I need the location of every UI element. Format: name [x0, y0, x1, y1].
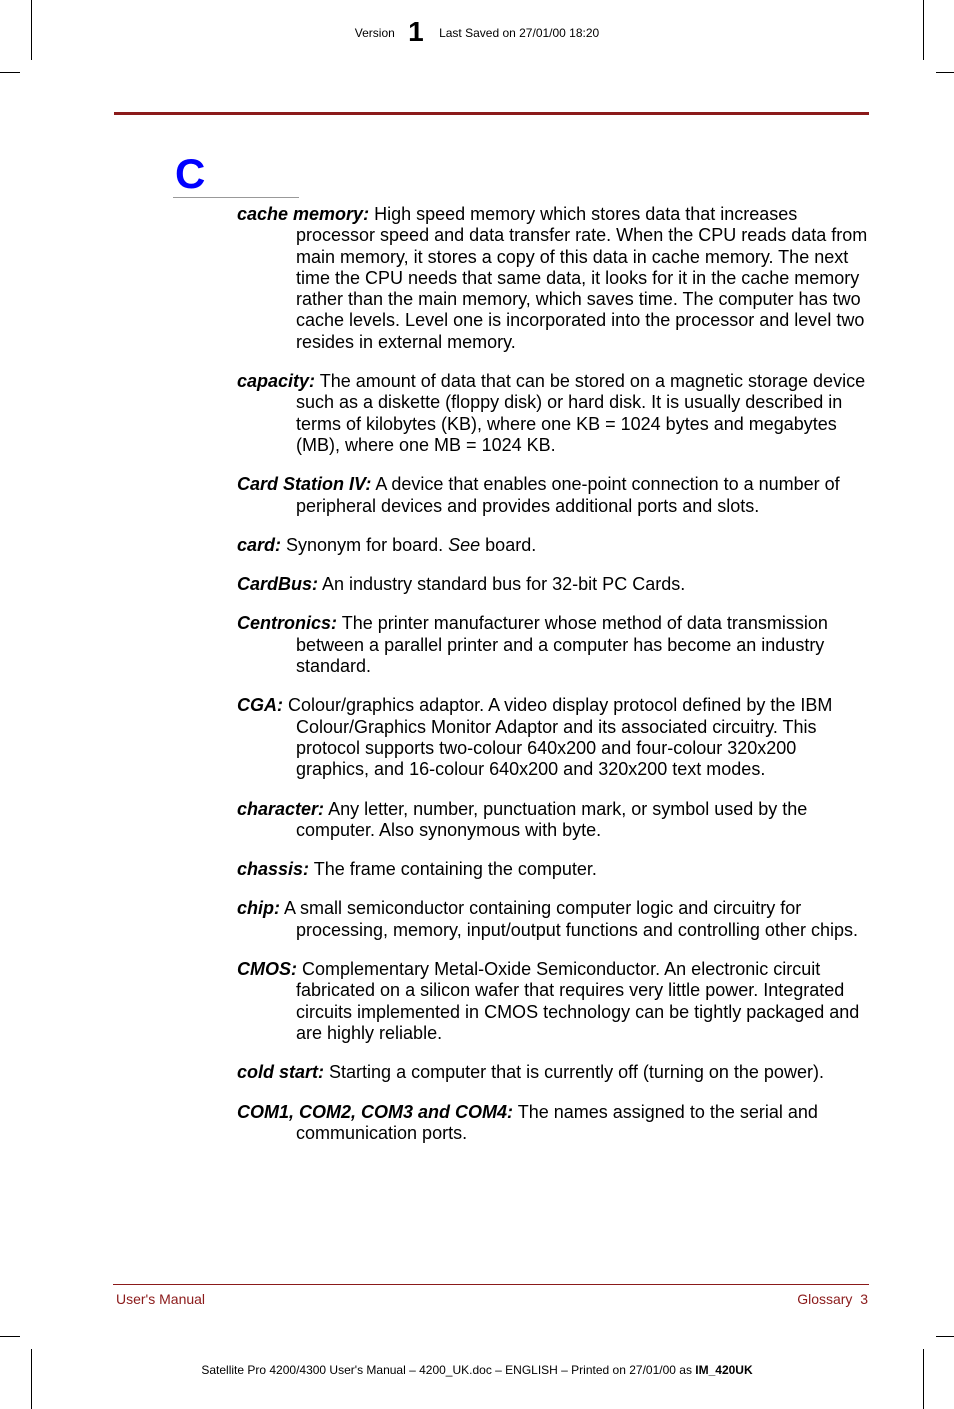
- glossary-entry: [237, 535, 869, 556]
- glossary-entry: [237, 695, 869, 780]
- glossary-entry: [237, 799, 869, 842]
- crop-mark-bottom-left-vertical: [31, 1349, 32, 1409]
- glossary-entry: [237, 898, 869, 941]
- glossary-term: card:: [237, 534, 282, 555]
- last-saved: Last Saved on 27/01/00 18:20: [439, 26, 600, 40]
- glossary-definition: Colour/graphics adaptor. A video display protocol defined by the IBM Colour/Graphics Monitor Adaptor and its associated circuitry. This protocol supports two-colour 640x200 and four-colour 320x200 graphics, and 16-colour 640x200 and 320x200 text modes.: [288, 695, 833, 780]
- crop-mark-bottom-left-horizontal: [0, 1336, 20, 1337]
- version-label: Version: [354, 26, 395, 40]
- glossary-term: capacity:: [237, 371, 316, 392]
- glossary-term: CMOS:: [237, 959, 297, 980]
- glossary-term: cache memory:: [237, 204, 370, 224]
- glossary-definition: Starting a computer that is currently off (turning on the power).: [329, 1062, 824, 1083]
- glossary-list: [237, 204, 869, 1150]
- glossary-definition: Complementary Metal-Oxide Semiconductor. An electronic circuit fabricated on a silicon wafer that requires very little power. Integrated circuits implemented in CMOS technology can be tightly packaged and are highly reliable.: [296, 959, 860, 1043]
- footer-manual-title: User's Manual: [116, 1291, 206, 1307]
- glossary-definition: High speed memory which stores data that increases processor speed and data transfer rate. When the CPU reads data from main memory, it stores a copy of this data in cache memory. The next time the CPU needs that same data, it looks for it in the cache memory rather than the main memory, which saves time. The computer has two cache levels. Level one is incorporated into the processor and level two resides in external memory.: [296, 204, 868, 352]
- section-underline: [173, 197, 299, 198]
- glossary-term: chip:: [237, 898, 280, 919]
- glossary-definition: A small semiconductor containing computer logic and circuitry for processing, memory, input/output functions and controlling other chips.: [284, 898, 858, 940]
- footer-page-number: Glossary 3: [797, 1291, 868, 1307]
- glossary-definition: A device that enables one-point connection to a number of peripheral devices and provides additional ports and slots.: [296, 474, 840, 516]
- glossary-entry: [237, 1102, 869, 1145]
- glossary-definition: Any letter, number, punctuation mark, or symbol used by the computer. Also synonymous with byte.: [296, 798, 808, 840]
- glossary-entry: [237, 613, 869, 677]
- glossary-term: chassis:: [237, 859, 310, 880]
- version-number: 1: [408, 16, 424, 47]
- glossary-entry: [237, 371, 869, 456]
- crop-mark-bottom-right-horizontal: [936, 1336, 954, 1337]
- glossary-definition: An industry standard bus for 32-bit PC Cards.: [322, 574, 686, 595]
- glossary-term: CardBus:: [237, 574, 319, 595]
- glossary-term: Card Station IV:: [237, 474, 372, 495]
- crop-mark-top-left-horizontal: [0, 72, 20, 73]
- glossary-definition: The amount of data that can be stored on a magnetic storage device such as a diskette (floppy disk) or hard disk. It is usually described in terms of kilobytes (KB), where one KB = 1024 bytes and megabytes (MB), where one MB = 1024 KB.: [296, 371, 866, 455]
- crop-mark-bottom-right-vertical: [923, 1349, 924, 1409]
- glossary-definition: Synonym for board.: [286, 534, 444, 555]
- glossary-definition: The printer manufacturer whose method of data transmission between a parallel printer and a computer has become an industry standard.: [296, 613, 828, 677]
- print-info-text: Satellite Pro 4200/4300 User's Manual – 4200_UK.doc – ENGLISH – Printed on 27/01/00 as: [201, 1363, 692, 1377]
- glossary-entry: [237, 574, 869, 595]
- see-reference-target: board.: [485, 534, 537, 555]
- top-rule: [114, 112, 869, 115]
- glossary-definition: The frame containing the computer.: [313, 859, 597, 880]
- glossary-term: COM1, COM2, COM3 and COM4:: [237, 1101, 514, 1122]
- print-code: IM_420UK: [695, 1363, 753, 1377]
- glossary-entry: [237, 204, 869, 353]
- glossary-definition: The names assigned to the serial and communication ports.: [296, 1101, 818, 1143]
- glossary-entry: [237, 859, 869, 880]
- crop-mark-top-right-horizontal: [936, 72, 954, 73]
- glossary-term: Centronics:: [237, 613, 338, 634]
- see-reference-label: See: [448, 534, 481, 555]
- glossary-term: CGA:: [237, 695, 283, 716]
- section-letter: C: [175, 150, 206, 197]
- glossary-term: cold start:: [237, 1062, 325, 1083]
- document-version-header: [0, 18, 954, 47]
- bottom-rule: [113, 1284, 869, 1285]
- glossary-entry: [237, 474, 869, 517]
- glossary-term: character:: [237, 798, 325, 819]
- glossary-entry: [237, 1062, 869, 1083]
- glossary-entry: [237, 959, 869, 1044]
- print-info-line: [0, 1363, 954, 1377]
